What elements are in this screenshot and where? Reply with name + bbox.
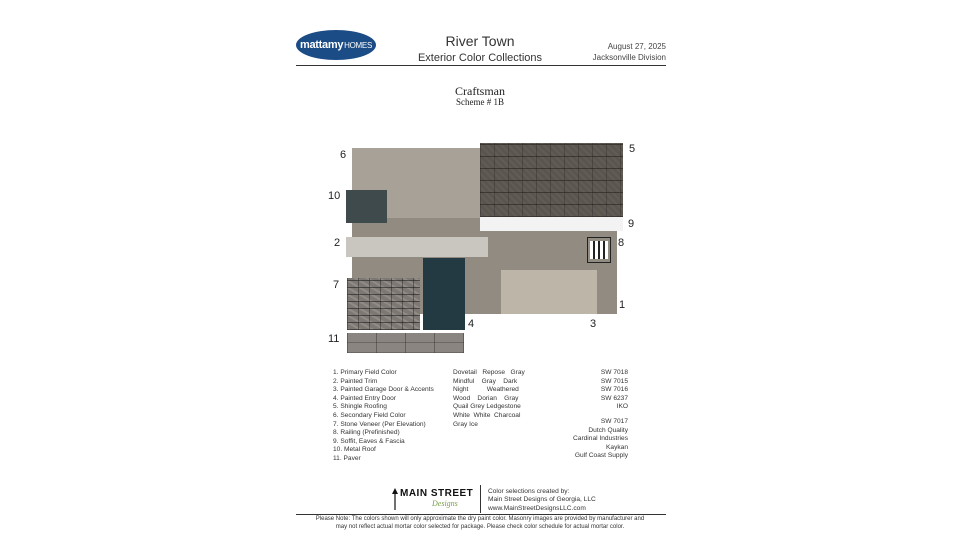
credit-line: Main Street Designs of Georgia, LLC bbox=[488, 496, 596, 504]
color-code: IKO bbox=[616, 403, 628, 411]
color-codes-list bbox=[540, 369, 628, 461]
credit-line: Color selections created by: bbox=[488, 488, 570, 495]
note-line: may not reflect actual mortar color selected for package. Please check color schedule for actual mortar color. bbox=[335, 523, 625, 530]
legend-item: 3. Painted Garage Door & Accents bbox=[333, 386, 434, 394]
footer-divider bbox=[480, 485, 481, 513]
color-code: SW 6237 bbox=[600, 394, 628, 402]
scheme-number: Scheme # 1B bbox=[456, 97, 504, 107]
metal-roof-swatch bbox=[346, 190, 387, 223]
callout-11: 11 bbox=[328, 333, 340, 345]
color-code: SW 7017 bbox=[600, 417, 628, 425]
legend-item: 5. Shingle Roofing bbox=[333, 403, 387, 411]
railing-icon bbox=[587, 237, 611, 263]
painted-trim-swatch bbox=[346, 237, 488, 257]
credit-website-link[interactable]: www.MainStreetDesignsLLC.com bbox=[488, 504, 586, 512]
color-name-line: Gray Ice bbox=[453, 420, 478, 428]
footer-rule bbox=[296, 514, 666, 515]
shingle-roof-swatch bbox=[480, 143, 623, 217]
callout-10: 10 bbox=[328, 190, 341, 202]
legend-item: 9. Soffit, Eaves & Fascia bbox=[333, 437, 405, 445]
color-name-line: White White Charcoal bbox=[453, 411, 521, 419]
callout-7: 7 bbox=[333, 279, 340, 291]
main-street-designs-logo bbox=[392, 485, 474, 513]
legend-item: 6. Secondary Field Color bbox=[333, 411, 406, 419]
color-code: Kaykan bbox=[606, 443, 628, 451]
color-name-line: Quail Grey Ledgestone bbox=[453, 403, 521, 411]
color-code: SW 7016 bbox=[600, 386, 628, 394]
garage-door-swatch bbox=[501, 270, 597, 314]
callout-5: 5 bbox=[629, 143, 636, 155]
division-name: Jacksonville Division bbox=[592, 53, 666, 62]
stone-veneer-swatch bbox=[347, 278, 420, 330]
legend-item: 10. Metal Roof bbox=[333, 446, 376, 454]
callout-3: 3 bbox=[590, 318, 597, 330]
soffit-swatch bbox=[480, 217, 623, 231]
header-divider bbox=[296, 65, 666, 66]
tree-icon bbox=[392, 488, 398, 510]
callout-9: 9 bbox=[628, 218, 635, 230]
legend-item: 1. Primary Field Color bbox=[333, 369, 397, 376]
color-name-line: Night Weathered bbox=[453, 386, 519, 394]
entry-door-swatch bbox=[423, 258, 465, 330]
community-title: River Town bbox=[445, 33, 515, 49]
logo-script-text: Designs bbox=[432, 499, 458, 508]
callout-6: 6 bbox=[340, 149, 347, 161]
legend-item: 2. Painted Trim bbox=[333, 377, 378, 385]
color-name-line: Dovetail Repose Gray bbox=[453, 369, 525, 376]
color-names-list bbox=[453, 369, 525, 429]
color-name-line: Wood Dorian Gray bbox=[453, 394, 519, 402]
logo-brand-text: MAIN STREET bbox=[400, 488, 474, 499]
color-code: Dutch Quality bbox=[588, 426, 628, 434]
color-code: Gulf Coast Supply bbox=[574, 452, 628, 460]
color-code: SW 7018 bbox=[600, 369, 628, 376]
paver-swatch bbox=[347, 333, 464, 353]
document-date: August 27, 2025 bbox=[607, 42, 666, 51]
legend-item: 7. Stone Veneer (Per Elevation) bbox=[333, 420, 426, 428]
mattamy-homes-logo bbox=[296, 30, 376, 60]
logo-main-text: mattamy bbox=[300, 39, 344, 51]
legend-item: 4. Painted Entry Door bbox=[333, 394, 397, 402]
callout-1: 1 bbox=[619, 299, 626, 311]
logo-suffix-text: HOMES bbox=[344, 40, 372, 50]
callout-4: 4 bbox=[468, 318, 475, 330]
legend-item: 11. Paver bbox=[333, 454, 361, 462]
disclaimer-note bbox=[300, 516, 660, 531]
color-name-line: Mindful Gray Dark bbox=[453, 377, 518, 385]
callout-2: 2 bbox=[334, 237, 341, 249]
credit-block bbox=[488, 488, 638, 513]
legend-item: 8. Railing (Prefinished) bbox=[333, 429, 400, 437]
legend-list bbox=[333, 369, 448, 464]
color-code: SW 7015 bbox=[600, 377, 628, 385]
collection-subtitle: Exterior Color Collections bbox=[417, 52, 543, 64]
note-line: Please Note: The colors shown will only approximate the dry paint color. Masonry images are provided by manufacturer and bbox=[315, 516, 645, 522]
callout-8: 8 bbox=[618, 237, 625, 249]
color-code: Cardinal Industries bbox=[573, 435, 628, 443]
elevation-style: Craftsman bbox=[455, 84, 505, 98]
